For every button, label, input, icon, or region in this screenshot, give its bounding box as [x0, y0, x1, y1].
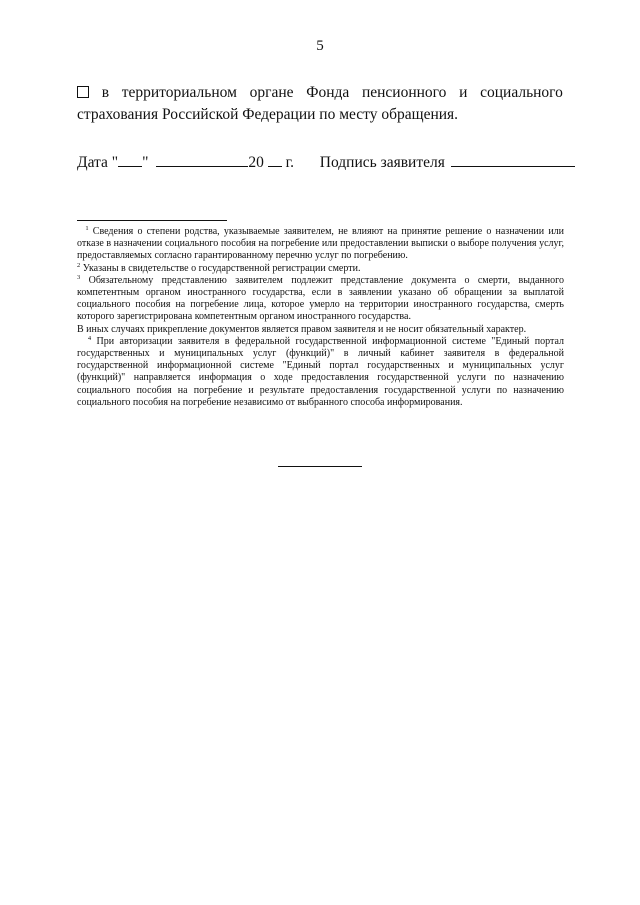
date-quote-close: "	[142, 154, 149, 171]
footnote-4	[77, 336, 564, 409]
date-year-field[interactable]	[268, 152, 282, 167]
signature-label: Подпись заявителя	[319, 154, 445, 171]
year-prefix: 20	[248, 154, 264, 171]
footnote-text: Указаны в свидетельстве о государственной регистрации смерти.	[82, 262, 361, 274]
option-word: пенсионного	[361, 84, 447, 101]
footnote-text: Сведения о степени родства, указываемые заявителем, не влияют на принятие решение о назначении или отказе в назначении социального пособия на погребение или предоставлении выписки о выборе получения услуг, предоставляемых согласно гарантированному перечню услуг по погребению.	[77, 226, 565, 262]
footnote-mark: 1	[85, 225, 89, 232]
date-label: Дата "	[77, 154, 119, 171]
date-month-field[interactable]	[156, 152, 248, 167]
footnote-mark: 4	[87, 334, 92, 342]
end-of-document-rule	[278, 466, 362, 467]
footnote-3-continued	[77, 324, 564, 336]
footnote-separator	[77, 220, 227, 221]
option-word: органе	[249, 84, 294, 101]
footnote-mark: 2	[77, 261, 81, 269]
option-checkbox[interactable]	[77, 82, 89, 104]
footnote-1	[77, 226, 564, 263]
option-word: Фонда	[306, 84, 350, 101]
option-word: в	[101, 84, 110, 101]
year-suffix: г.	[285, 154, 295, 171]
date-day-field[interactable]	[118, 152, 142, 167]
delivery-option	[77, 82, 563, 126]
signature-field[interactable]	[451, 152, 575, 167]
footnote-2	[77, 263, 564, 275]
footnote-text: Обязательному представлению заявителем подлежит представление документа о смерти, выданного компетентным органом иностранного государства, если в заявлении указано об обращении за выплатой социального пособия на погребение лица, которое умерло на территории иностранного государства, смерть которого зарегистрирована компетентным органом иностранного государства.	[77, 274, 564, 323]
footnote-mark: 3	[77, 273, 81, 281]
checkbox-empty-icon[interactable]	[77, 86, 89, 98]
signature-line	[77, 152, 563, 172]
option-word: и	[459, 84, 468, 101]
option-word: территориальном	[121, 84, 237, 101]
footnotes	[77, 226, 564, 409]
footnote-text: В иных случаях прикрепление документов является правом заявителя и не носит обязательный характер.	[77, 323, 527, 335]
footnote-text: При авторизации заявителя в федеральной государственной информационной системе "Единый портал государственных и муниципальных услуг (функций)" в личный кабинет заявителя в федеральной государственной информационной системе "Единый портал государственных и муниципальных услуг (функций)" направляется информация о ходе предоставления государственной услуги по назначению социального пособия на погребение и результате предоставления государственной услуги по назначению социального пособия на погребение независимо от выбранного способа информирования.	[77, 335, 565, 408]
page-number: 5	[316, 38, 324, 54]
option-line-2: страхования Российской Федерации по месту обращения.	[77, 106, 459, 123]
option-line-1	[77, 82, 563, 104]
footnote-3	[77, 275, 564, 324]
option-word: социального	[480, 84, 563, 101]
